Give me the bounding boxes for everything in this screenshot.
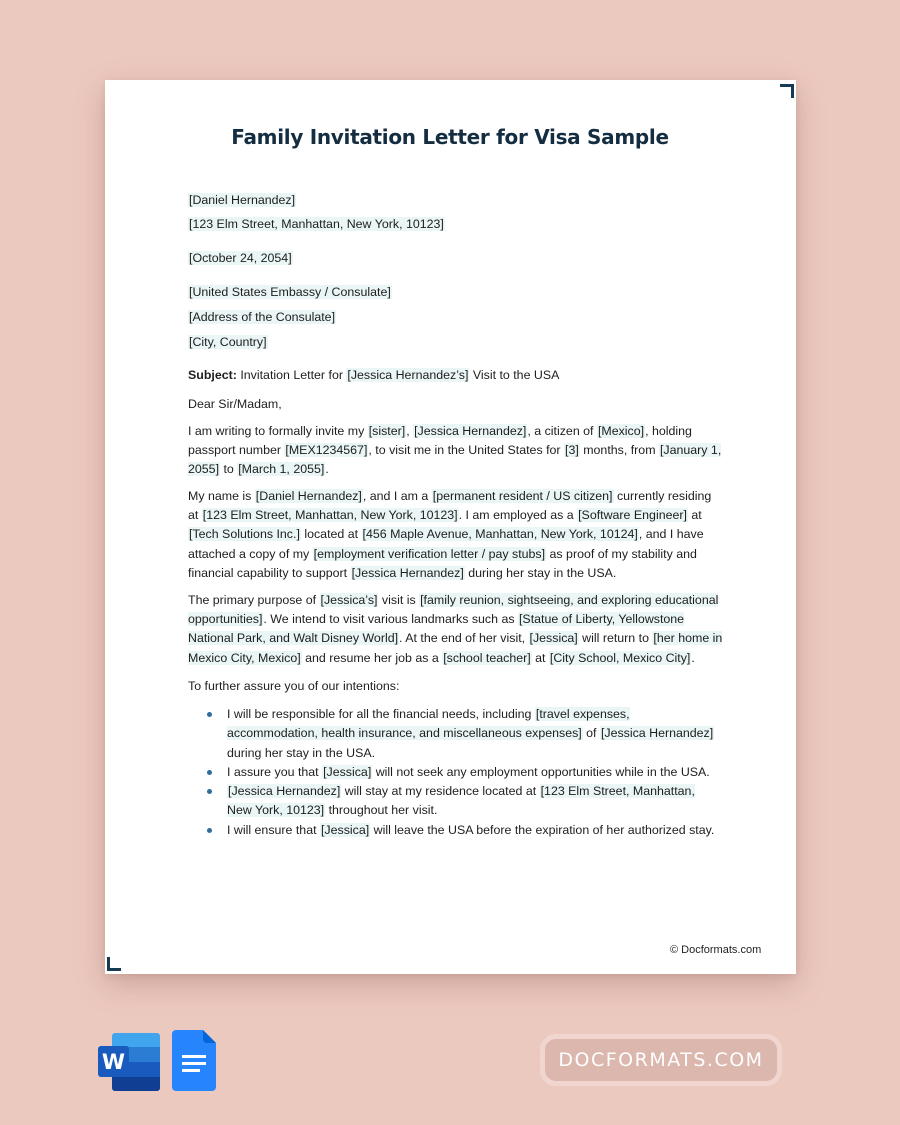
sender-name: [Daniel Hernandez] <box>189 193 296 207</box>
svg-text:W: W <box>101 1050 126 1074</box>
brand-label: DOCFORMATS.COM <box>558 1049 764 1071</box>
document-title: Family Invitation Letter for Visa Sample <box>231 125 669 149</box>
sender-address: [123 Elm Street, Manhattan, New York, 10123] <box>189 217 444 231</box>
list-item: I will ensure that [Jessica] will leave the USA before the expiration of her authorized stay. <box>205 821 720 840</box>
recipient-line-2: [Address of the Consulate] <box>189 310 336 324</box>
word-icon[interactable] <box>98 1033 162 1091</box>
corner-mark-bottom-left <box>107 957 121 971</box>
list-item: I assure you that [Jessica] will not seek any employment opportunities while in the USA. <box>205 763 720 782</box>
copyright-notice: © Docformats.com <box>670 944 762 956</box>
intentions-list <box>205 705 720 840</box>
bullet-icon <box>207 770 212 775</box>
list-item: I will be responsible for all the financial needs, including [travel expenses, accommodation, health insurance, and miscellaneous expenses] of [Jessica Hernandez] during her stay in the USA. <box>205 705 720 763</box>
letter-date: [October 24, 2054] <box>189 251 292 265</box>
bullet-icon <box>207 789 212 794</box>
bullet-icon <box>207 828 212 833</box>
list-item: [Jessica Hernandez] will stay at my residence located at [123 Elm Street, Manhattan, New York, 10123] throughout her visit. <box>205 782 720 821</box>
brand-button[interactable] <box>540 1034 782 1086</box>
recipient-line-1: [United States Embassy / Consulate] <box>189 285 391 299</box>
recipient-line-3: [City, Country] <box>189 335 267 349</box>
salutation: Dear Sir/Madam, <box>188 397 282 411</box>
paragraph-visit-purpose: The primary purpose of [Jessica’s] visit is [family reunion, sightseeing, and exploring educational opportunities]. We intend to visit various landmarks such as [Statue of Liberty, Yellowstone National Park, and Walt Disney World]. At the end of her visit, [Jessica] will return to [her home in Mexico City, Mexico] and resume her job as a [school teacher] at [City School, Mexico City]. <box>188 593 723 665</box>
paragraph-host-details: My name is [Daniel Hernandez], and I am a [permanent resident / US citizen] currently residing at [123 Elm Street, Manhattan, New York, 10123]. I am employed as a [Software Engineer] at [Tech Solutions Inc.] located at [456 Maple Avenue, Manhattan, New York, 10124], and I have attached a copy of my [employment verification letter / pay stubs] as proof of my stability and financial capability to support [Jessica Hernandez] during her stay in the USA. <box>188 489 712 580</box>
intentions-intro: To further assure you of our intentions: <box>188 679 400 693</box>
corner-mark-top-right <box>780 84 794 98</box>
bullet-icon <box>207 712 212 717</box>
google-docs-icon[interactable] <box>172 1030 216 1091</box>
subject-line: Subject: Invitation Letter for [Jessica Hernandez’s] Visit to the USA <box>188 368 560 382</box>
paragraph-invitation: I am writing to formally invite my [sister], [Jessica Hernandez], a citizen of [Mexico], holding passport number [MEX1234567], to visit me in the United States for [3] months, from [January 1, 2055] to [March 1, 2055]. <box>188 424 722 477</box>
